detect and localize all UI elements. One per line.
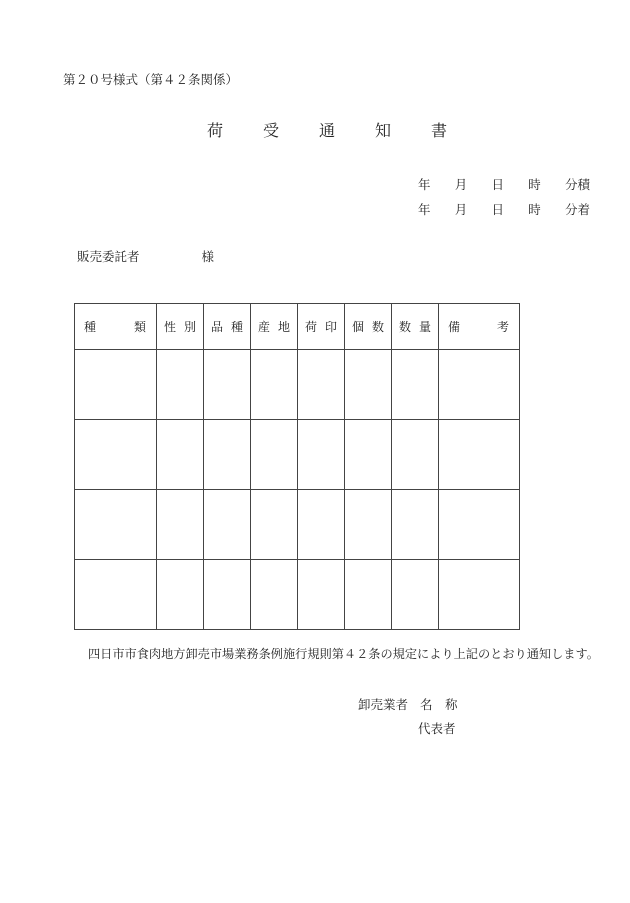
table-cell[interactable]	[157, 420, 204, 490]
year-label: 年	[418, 177, 431, 192]
table-cell[interactable]	[392, 560, 439, 630]
header-breed: 品 種	[204, 304, 251, 350]
table-cell[interactable]	[204, 560, 251, 630]
table-cell[interactable]	[439, 490, 520, 560]
representative-label: 代表者	[418, 721, 456, 736]
month-label: 月	[454, 202, 468, 217]
table-cell[interactable]	[75, 350, 157, 420]
header-sex: 性 別	[157, 304, 204, 350]
table-cell[interactable]	[345, 490, 392, 560]
table-row	[75, 560, 520, 630]
header-origin: 産 地	[251, 304, 298, 350]
hour-label: 時	[528, 177, 541, 192]
form-number: 第２０号様式（第４２条関係）	[63, 72, 239, 87]
year-label: 年	[418, 202, 431, 217]
table-row	[75, 490, 520, 560]
title-char: 荷	[207, 121, 224, 140]
table-cell[interactable]	[298, 490, 345, 560]
month-label: 月	[454, 177, 468, 192]
header-quantity: 数 量	[392, 304, 439, 350]
minute-arrived-label: 分着	[564, 202, 590, 217]
table-cell[interactable]	[345, 560, 392, 630]
recipient-line	[77, 247, 214, 265]
table-cell[interactable]	[251, 350, 298, 420]
table-cell[interactable]	[298, 560, 345, 630]
header-count: 個 数	[345, 304, 392, 350]
table-row	[75, 350, 520, 420]
table-cell[interactable]	[392, 350, 439, 420]
minute-loaded-label: 分積	[564, 177, 590, 192]
day-label: 日	[491, 202, 504, 217]
recipient-honorific: 様	[201, 249, 215, 264]
header-type: 種 類	[75, 304, 157, 350]
table-cell[interactable]	[157, 560, 204, 630]
table-cell[interactable]	[298, 350, 345, 420]
table-cell[interactable]	[157, 350, 204, 420]
table-cell[interactable]	[75, 420, 157, 490]
recipient-label: 販売委託者	[77, 249, 140, 264]
table-cell[interactable]	[251, 490, 298, 560]
header-mark: 荷 印	[298, 304, 345, 350]
table-header-row	[75, 304, 520, 350]
table-cell[interactable]	[392, 420, 439, 490]
table-cell[interactable]	[345, 350, 392, 420]
header-remarks: 備 考	[439, 304, 520, 350]
table-cell[interactable]	[204, 350, 251, 420]
title-char: 書	[430, 121, 447, 140]
table-cell[interactable]	[439, 560, 520, 630]
goods-table	[74, 303, 520, 630]
table-cell[interactable]	[439, 420, 520, 490]
hour-label: 時	[528, 202, 541, 217]
title-char: 知	[374, 121, 391, 140]
table-cell[interactable]	[392, 490, 439, 560]
title-char: 通	[318, 121, 335, 140]
table-cell[interactable]	[75, 490, 157, 560]
table-cell[interactable]	[75, 560, 157, 630]
table-cell[interactable]	[298, 420, 345, 490]
table-cell[interactable]	[251, 420, 298, 490]
title-char: 受	[262, 121, 279, 140]
table-cell[interactable]	[439, 350, 520, 420]
table-cell[interactable]	[345, 420, 392, 490]
table-cell[interactable]	[251, 560, 298, 630]
signer-company-line	[358, 695, 458, 713]
document-title	[207, 118, 447, 141]
day-label: 日	[491, 177, 504, 192]
loading-datetime-row	[418, 175, 590, 193]
table-row	[75, 420, 520, 490]
name-label: 名 称	[420, 697, 458, 712]
arrival-datetime-row	[418, 200, 590, 218]
notice-text: 四日市市食肉地方卸売市場業務条例施行規則第４２条の規定により上記のとおり通知します。	[88, 647, 599, 661]
table-cell[interactable]	[204, 420, 251, 490]
table-cell[interactable]	[157, 490, 204, 560]
table-cell[interactable]	[204, 490, 251, 560]
company-label: 卸売業者	[358, 697, 409, 712]
